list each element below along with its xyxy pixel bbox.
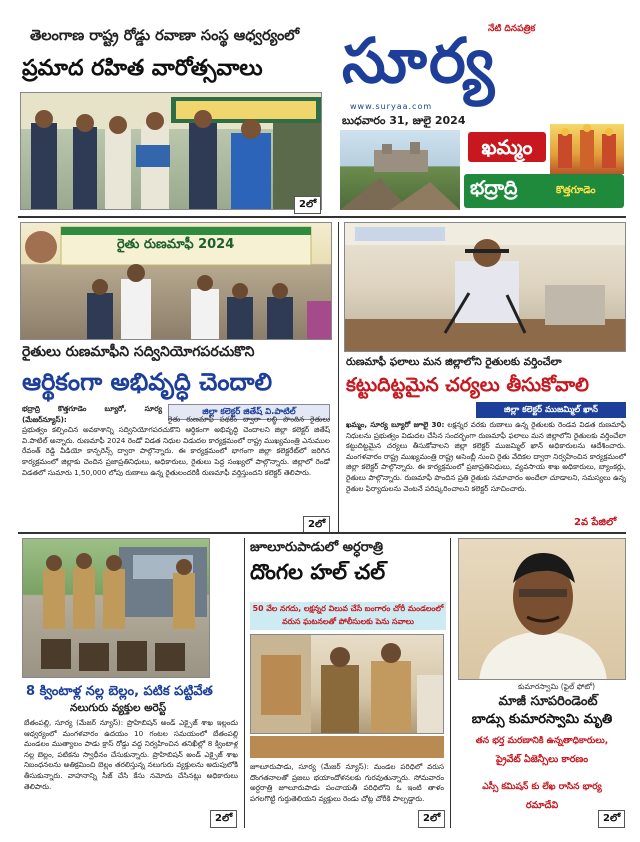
story5-highlight: 50 వేల నగదు, లక్షన్నర విలువ చేసే బంగారం చోరీ మండలంలో వరుస ఘటనలతో పోలీసులకు పెను సవాలు	[250, 602, 446, 630]
story6-portrait	[458, 538, 626, 680]
portrait-illustration	[459, 539, 626, 680]
section-divider-2	[18, 532, 626, 534]
edition-sub-1: భద్రాద్రి	[470, 177, 518, 199]
story5-headline: దొంగల హల్ చల్	[250, 560, 386, 584]
story2-body-text: రైతు రుణమాఫీ పథకం ద్వారా లబ్ధి పొందిన రైతులు ప్రభుత్వం కల్పించిన అవకాశాన్ని సద్వినియోగపరచుకొని ఆర్థికంగా అభివృద్ధి చెందాలని జిల్లా కలెక్టర్ జితేష్ వి.పాటిల్ అన్నారు. రుణమాఫీ 2024 రెండో విడత నిధుల విడుదల కార్యక్రమంలో రాష్ట్ర ముఖ్యమంత్రి ఎనుముల రేవంత్ రెడ్డి వీడియో కాన్ఫరెన్స్ ద్వారా పాల్గొన్నారు. ఈ కార్యక్రమంలో భాగంగా జిల్లా కలెక్టరేట్‌లో జరిగిన కార్యక్రమంలో జిల్లాకు చెందిన ప్రజాప్రతినిధులు, అధికారులు, రైతులు పెద్ద సంఖ్యలో పాల్గొన్నారు. జిల్లాలో రెండో విడతలో సుమారు 1,50,000 లోపు రుణాలు ఉన్న రైతులందరికీ రుణమాఫీ వర్తిస్తుందని కలెక్టర్ తెలిపారు.	[22, 414, 330, 477]
story4-body: బేతంపల్లి, సూర్య (మేజర్ న్యూస్): ప్రొహిబిషన్ అండ్ ఎక్సైజ్ శాఖ ఇల్లందు ఆధ్వర్యంలో మంగళవారం ఉదయం 10 గంటల సమయంలో బేతంపల్లి మండలం ముత్యాలం పాడు క్రాస్ రోడ్డు వద్ద నిర్వహించిన తనిఖీల్లో 8 క్వింటాళ్ల నల్ల బెల్లం, పటికను స్వాధీనం చేసుకున్నారు. ప్రొహిబిషన్ అండ్ ఎక్సైజ్ శాఖ నిబంధనలను అతిక్రమించి బెల్లం తరలిస్తున్న నలుగురు వ్యక్తులను అదుపులోకి తీసుకున్నారు. వాహనాన్ని సీజ్ చేసి కేసు నమోదు చేసినట్లు అధికారులు తెలిపారు.	[24, 718, 238, 791]
story3-headline: కట్టుదిట్టమైన చర్యలు తీసుకోవాలి	[346, 374, 589, 396]
story6-line2: ప్రైవేట్ ఏజెన్సీలు కారణం	[495, 754, 589, 765]
fort-landscape-illustration	[340, 130, 460, 210]
story3-photo	[344, 222, 626, 352]
edition-sub-box	[464, 174, 624, 208]
column-divider-3	[450, 538, 451, 828]
story6-kicker: మాజీ సూపరిండెంట్	[498, 694, 598, 709]
story6-page-ref[interactable]: 2లో	[598, 810, 625, 828]
story5-page-ref[interactable]: 2లో	[418, 810, 445, 828]
column-divider-2	[244, 538, 245, 828]
edition-main: ఖమ్మం	[481, 135, 533, 159]
masthead-url[interactable]: www.suryaa.com	[350, 102, 433, 111]
story2-byline-tag: జిల్లా కలెక్టర్ జితేష్ వి.పాటిల్	[168, 404, 330, 420]
story3-body-lead: ఖమ్మం, సూర్య బ్యూరో జూలై 30:	[346, 420, 445, 429]
story6-line3: ఎస్సీ కమిషన్ కు లేఖ రాసిన భార్య	[482, 782, 602, 792]
story6-photo-caption: కుమారస్వామి (ఫైల్ ఫోటో)	[518, 682, 596, 691]
story5-body: జూలూరుపాడు, సూర్య (మేజర్ న్యూస్): మండల పరిధిలో వరుస దొంగతనాలతో ప్రజలు భయాందోళనలకు గురవుతున్నారు. సోమవారం అర్ధరాత్రి జూలూరుపాడు పంచాయతీ పరిధిలోని ఓ ఇంటి తాళం పగలగొట్టి గుర్తుతెలియని వ్యక్తులు రెండు చోట్ల చోరీకి పాల్పడ్డారు.	[250, 762, 444, 803]
temple-photo	[550, 124, 624, 174]
column-divider	[338, 222, 339, 532]
section-divider	[18, 216, 626, 218]
story2-page-ref[interactable]: 2లో	[303, 516, 330, 534]
edition-main-box	[468, 132, 546, 162]
award-ceremony-illustration	[21, 93, 322, 210]
story2-body-lead: భద్రాద్రి కొత్తగూడెం బ్యూరో, సూర్య (మేజర్‌న్యూస్):	[22, 404, 162, 424]
story4-page-ref[interactable]: 2లో	[210, 810, 237, 828]
story2-headline: ఆర్థికంగా అభివృద్ధి చెందాలి	[22, 368, 273, 396]
story3-page-ref[interactable]: 2వ పేజిలో	[574, 517, 617, 528]
story3-body-text: లక్షన్నర వరకు రుణాలు ఉన్న రైతులకు రెండవ విడత రుణమాఫీ నిధులను ప్రభుత్వం విడుదల చేసిన సందర్భంగా రుణమాఫీ ఫలాలు మన జిల్లాలోని రైతులకు వర్తించేలా కట్టుదిట్టమైన చర్యలు తీసుకోవాలని జిల్లా కలెక్టర్ ముజమ్మిల్ ఖాన్ అధికారులను ఆదేశించారు. మంగళవారం రాష్ట్ర ముఖ్యమంత్రి రాష్ట్ర అసెంబ్లీ నుంచి రైతు వేదికల ద్వారా నిర్వహించిన కార్యక్రమంలో జిల్లా కలెక్టర్ పాల్గొన్నారు. ఈ కార్యక్రమంలో ప్రజాప్రతినిధులు, వ్యవసాయ శాఖ అధికారులు, బ్యాంకర్లు, రైతులు పాల్గొన్నారు. రుణమాఫీ పొందిన ప్రతి రైతుకు సమాచారం అందేలా చూడాలని, సమస్యలు ఉన్న రైతుల ఫిర్యాదులను వెంటనే పరిష్కరించాలని కలెక్టర్ సూచించారు.	[346, 420, 626, 493]
story2-body	[22, 404, 330, 528]
story5-photo-2	[250, 736, 444, 758]
story4-headline: 8 క్వింటాళ్ల నల్ల బెల్లం, పటిక పట్టివేత	[26, 684, 213, 699]
story1-photo	[20, 92, 322, 210]
story4-photo	[22, 538, 210, 678]
story6-line1: తన భర్త మరణానికి ఉన్నతాధికారులు,	[475, 736, 609, 746]
masthead-kicker: నేటి దినపత్రిక	[488, 24, 536, 34]
story1-kicker: తెలంగాణ రాష్ట్ర రోడ్డు రవాణా సంస్థ ఆధ్వర్యంలో	[30, 28, 300, 44]
police-investigation-illustration	[251, 635, 444, 734]
story4-subhead: నలుగురు వ్యక్తుల అరెస్ట్	[70, 702, 167, 714]
masthead	[336, 18, 626, 212]
story1-page-ref[interactable]: 2లో	[294, 196, 321, 214]
story3-byline-tag: జిల్లా కలెక్టర్ ముజమ్మిల్ ఖాన్	[476, 402, 626, 418]
story5-photo	[250, 634, 444, 734]
edition-sub-2: కొత్తగూడెం	[556, 185, 596, 196]
masthead-logo: సూర్య	[342, 24, 497, 97]
masthead-date: బుధవారం 31, జులై 2024	[342, 114, 466, 127]
story2-kicker: రైతులు రుణమాఫీని సద్వినియోగపరచుకొని	[22, 344, 255, 360]
story5-kicker: జూలూరుపాడులో అర్ధరాత్రి	[250, 540, 384, 555]
collector-meeting-illustration	[345, 223, 626, 352]
story1-headline: ప్రమాద రహిత వారోత్సవాలు	[22, 56, 263, 81]
story6-line4: రమాదేవి	[525, 800, 559, 811]
story3-body	[346, 420, 626, 526]
story2-photo	[20, 222, 332, 340]
story3-kicker: రుణమాఫీ ఫలాలు మన జిల్లాలోని రైతులకు వర్తించేలా	[346, 356, 562, 368]
temple-deity-illustration	[550, 124, 624, 174]
masthead-landscape-photo	[340, 130, 460, 210]
seized-jaggery-illustration	[23, 539, 210, 678]
story6-headline: బాడ్సు కుమారస్వామి మృతి	[471, 712, 613, 727]
story2-banner-text: రైతు రుణమాఫీ 2024	[117, 237, 235, 252]
